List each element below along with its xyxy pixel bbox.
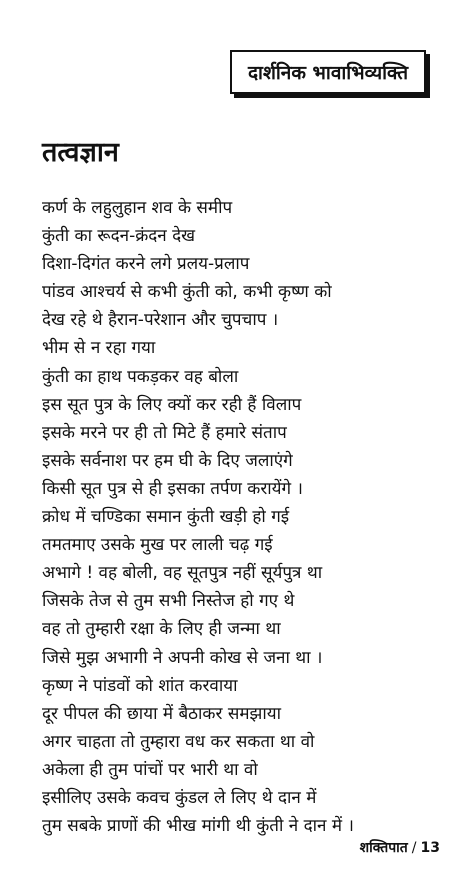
poem-line: इसके सर्वनाश पर हम घी के दिए जलाएंगे <box>42 450 293 471</box>
poem-line: कृष्ण ने पांडवों को शांत करवाया <box>42 675 238 696</box>
poem-line: किसी सूत पुत्र से ही इसका तर्पण करायेंगे । <box>42 478 303 499</box>
poem-line: जिसे मुझ अभागी ने अपनी कोख से जना था । <box>42 647 323 668</box>
poem-line: दूर पीपल की छाया में बैठाकर समझाया <box>42 703 282 724</box>
poem-line: देख रहे थे हैरान-परेशान और चुपचाप । <box>42 310 279 331</box>
book-title: शक्तिपात <box>359 840 408 856</box>
poem-line: इस सूत पुत्र के लिए क्यों कर रही हैं विलाप <box>42 394 302 415</box>
poem-title: तत्वज्ञान <box>42 137 119 168</box>
poem-line: कुंती का हाथ पकड़कर वह बोला <box>42 366 239 387</box>
poem-body <box>42 194 452 840</box>
poem-line: क्रोध में चण्डिका समान कुंती खड़ी हो गई <box>42 507 290 528</box>
poem-line: अगर चाहता तो तुम्हारा वध कर सकता था वो <box>42 731 315 752</box>
footer-separator: / <box>411 840 417 856</box>
poem-line: इसके मरने पर ही तो मिटे हैं हमारे संताप <box>42 422 287 443</box>
section-label-box <box>230 50 426 94</box>
page-footer <box>360 838 440 857</box>
poem-line: वह तो तुम्हारी रक्षा के लिए ही जन्मा था <box>42 619 281 640</box>
poem-line: भीम से न रहा गया <box>42 338 156 359</box>
poem-line: तमतमाए उसके मुख पर लाली चढ़ गई <box>42 535 273 556</box>
poem-line: इसीलिए उसके कवच कुंडल ले लिए थे दान में <box>42 787 317 808</box>
poem-line: अभागे ! वह बोली, वह सूतपुत्र नहीं सूर्यपुत्र था <box>42 563 323 584</box>
poem-line: कर्ण के लहुलुहान शव के समीप <box>42 198 233 218</box>
poem-line: तुम सबके प्राणों की भीख मांगी थी कुंती ने दान में । <box>42 816 354 837</box>
poem-line: दिशा-दिगंत करने लगे प्रलय-प्रलाप <box>42 254 250 275</box>
section-label: दार्शनिक भावाभिव्यक्ति <box>247 62 409 84</box>
poem-line: जिसके तेज से तुम सभी निस्तेज हो गए थे <box>42 591 295 612</box>
page-number: 13 <box>420 840 440 856</box>
poem-line: अकेला ही तुम पांचों पर भारी था वो <box>42 759 258 780</box>
poem-line: पांडव आश्चर्य से कभी कुंती को, कभी कृष्ण को <box>42 282 332 303</box>
poem-line: कुंती का रूदन-क्रंदन देख <box>42 226 196 247</box>
